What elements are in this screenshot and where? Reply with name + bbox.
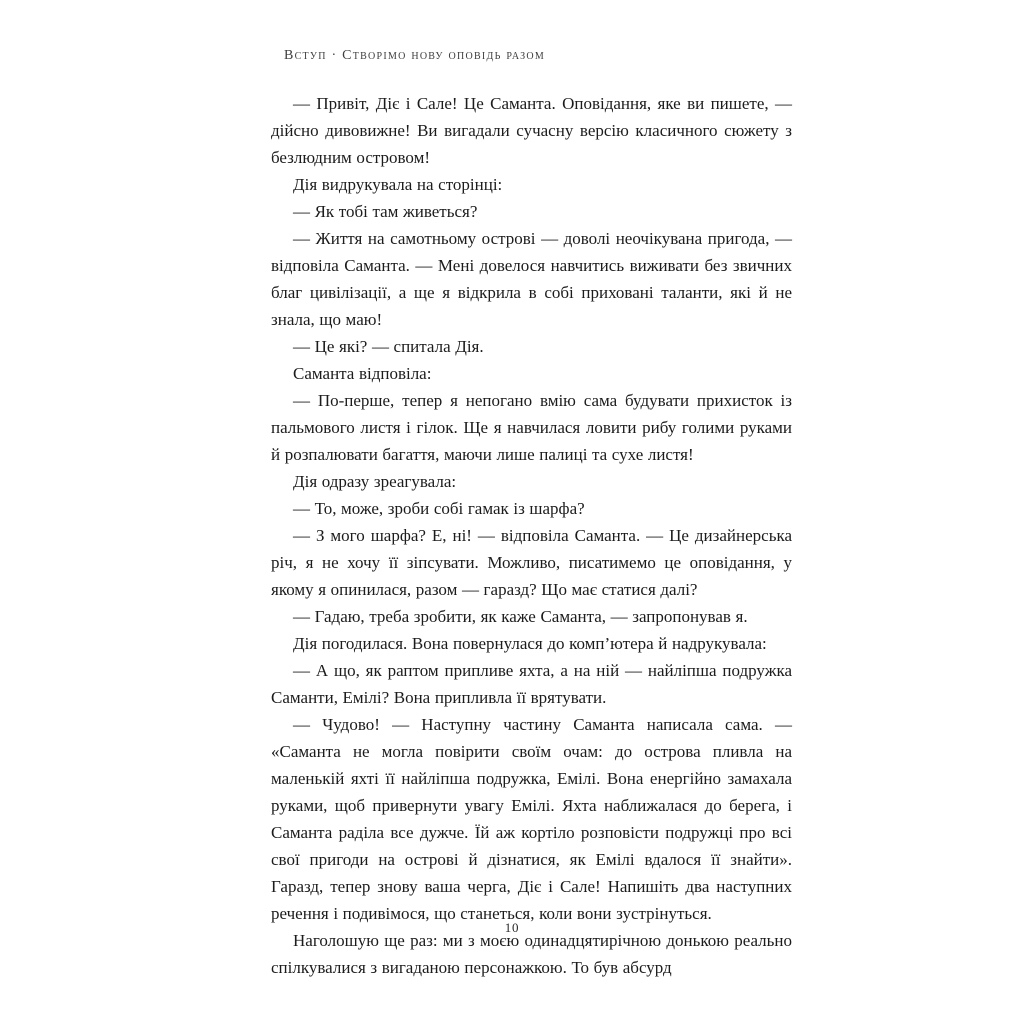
paragraph: Дія погодилася. Вона повернулася до комп’ютера й надрукувала:	[293, 634, 767, 653]
paragraph: — З мого шарфа? Е, ні! — відповіла Саманта. — Це дизайнерська річ, я не хочу її зіпсувати. Можливо, писатимемо це оповідання, у якому я опинилася, разом — гаразд? Що має статися далі?	[271, 526, 792, 599]
page-number: 10	[504, 920, 520, 935]
paragraph: — Це які? — спитала Дія.	[293, 337, 484, 356]
paragraph: — Як тобі там живеться?	[293, 202, 478, 221]
paragraph: — По-перше, тепер я непогано вмію сама будувати прихисток із пальмового листя і гілок. Ще я навчилася ловити рибу голими руками й розпалювати багаття, маючи лише палиці та сухе листя!	[271, 391, 792, 464]
body-text	[271, 90, 792, 981]
paragraph: Дія одразу зреагувала:	[293, 472, 457, 491]
running-head: Вступ · Створімо нову оповідь разом	[284, 48, 546, 63]
paragraph: — Гадаю, треба зробити, як каже Саманта, — запропонував я.	[293, 607, 748, 626]
paragraph: Дія видрукувала на сторінці:	[293, 175, 503, 194]
paragraph: — А що, як раптом припливе яхта, а на ній — найліпша подружка Саманти, Емілі? Вона припливла її врятувати.	[271, 661, 792, 707]
paragraph: — Життя на самотньому острові — доволі неочікувана пригода, — відповіла Саманта. — Мені довелося навчитись виживати без звичних благ цивілізації, а ще я відкрила в собі приховані таланти, які й не знала, що маю!	[271, 229, 792, 329]
content-column	[271, 48, 792, 981]
paragraph: — Привіт, Діє і Сале! Це Саманта. Оповідання, яке ви пишете, — дійсно дивовижне! Ви вигадали сучасну версію класичного сюжету з безлюдним островом!	[271, 94, 792, 167]
paragraph: — Чудово! — Наступну частину Саманта написала сама. — «Саманта не могла повірити своїм очам: до острова пливла на маленькій яхті її найліпша подружка, Емілі. Вона енергійно замахала руками, щоб привернути увагу Емілі. Яхта наближалася до берега, і Саманта раділа все дужче. Їй аж кортіло розповісти подружці про всі свої пригоди на острові й дізнатися, як Емілі вдалося її знайти». Гаразд, тепер знову ваша черга, Діє і Сале! Напишіть два наступних речення і подивімося, що станеться, коли вони зустрінуться.	[271, 715, 792, 923]
paragraph: — То, може, зроби собі гамак із шарфа?	[293, 499, 585, 518]
paragraph: Наголошую ще раз: ми з моєю одинадцятирічною донькою реально спілкувалися з вигаданою персонажкою. То був абсурд	[271, 931, 792, 977]
paragraph: Саманта відповіла:	[293, 364, 432, 383]
